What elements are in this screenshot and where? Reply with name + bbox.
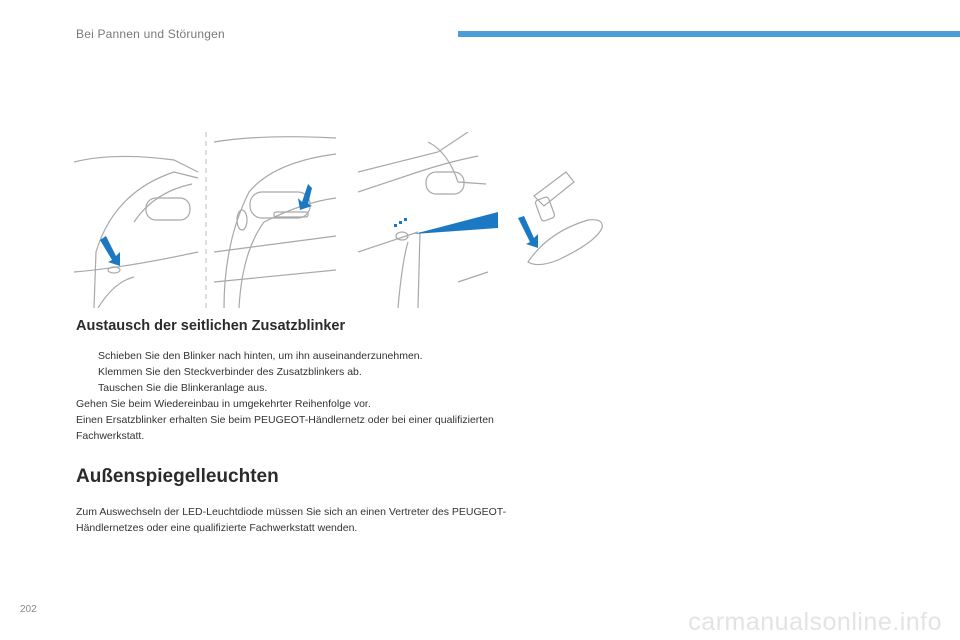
- list-item: Klemmen Sie den Steckverbinder des Zusatzblinkers ab.: [98, 366, 362, 378]
- paragraph-line: Zum Auswechseln der LED-Leuchtdiode müssen Sie sich an einen Vertreter des PEUGEOT-: [76, 506, 507, 518]
- paragraph-line: Einen Ersatzblinker erhalten Sie beim PEUGEOT-Händlernetz oder bei einer qualifizierten: [76, 414, 494, 426]
- section-title-mirror-lights: Außenspiegelleuchten: [76, 466, 279, 487]
- section-title-side-indicator: Austausch der seitlichen Zusatzblinker: [76, 318, 346, 334]
- mirror-lights-body: [76, 504, 636, 536]
- list-item: Schieben Sie den Blinker nach hinten, um ihn auseinanderzunehmen.: [98, 350, 423, 362]
- chapter-accent-bar: [458, 31, 960, 37]
- indicator-removal-illustration: [358, 132, 608, 308]
- page-number: 202: [20, 604, 37, 615]
- paragraph-line: Gehen Sie beim Wiedereinbau in umgekehrter Reihenfolge vor.: [76, 398, 371, 410]
- instructions-block: [76, 348, 636, 444]
- paragraph-line: Fachwerkstatt.: [76, 430, 145, 442]
- paragraph-line: Händlernetzes oder eine qualifizierte Fachwerkstatt wenden.: [76, 522, 358, 534]
- watermark: carmanualsonline.info: [688, 608, 942, 636]
- chapter-title: Bei Pannen und Störungen: [76, 27, 225, 41]
- car-side-indicator-illustration: [74, 132, 338, 308]
- list-item: Tauschen Sie die Blinkeranlage aus.: [98, 382, 268, 394]
